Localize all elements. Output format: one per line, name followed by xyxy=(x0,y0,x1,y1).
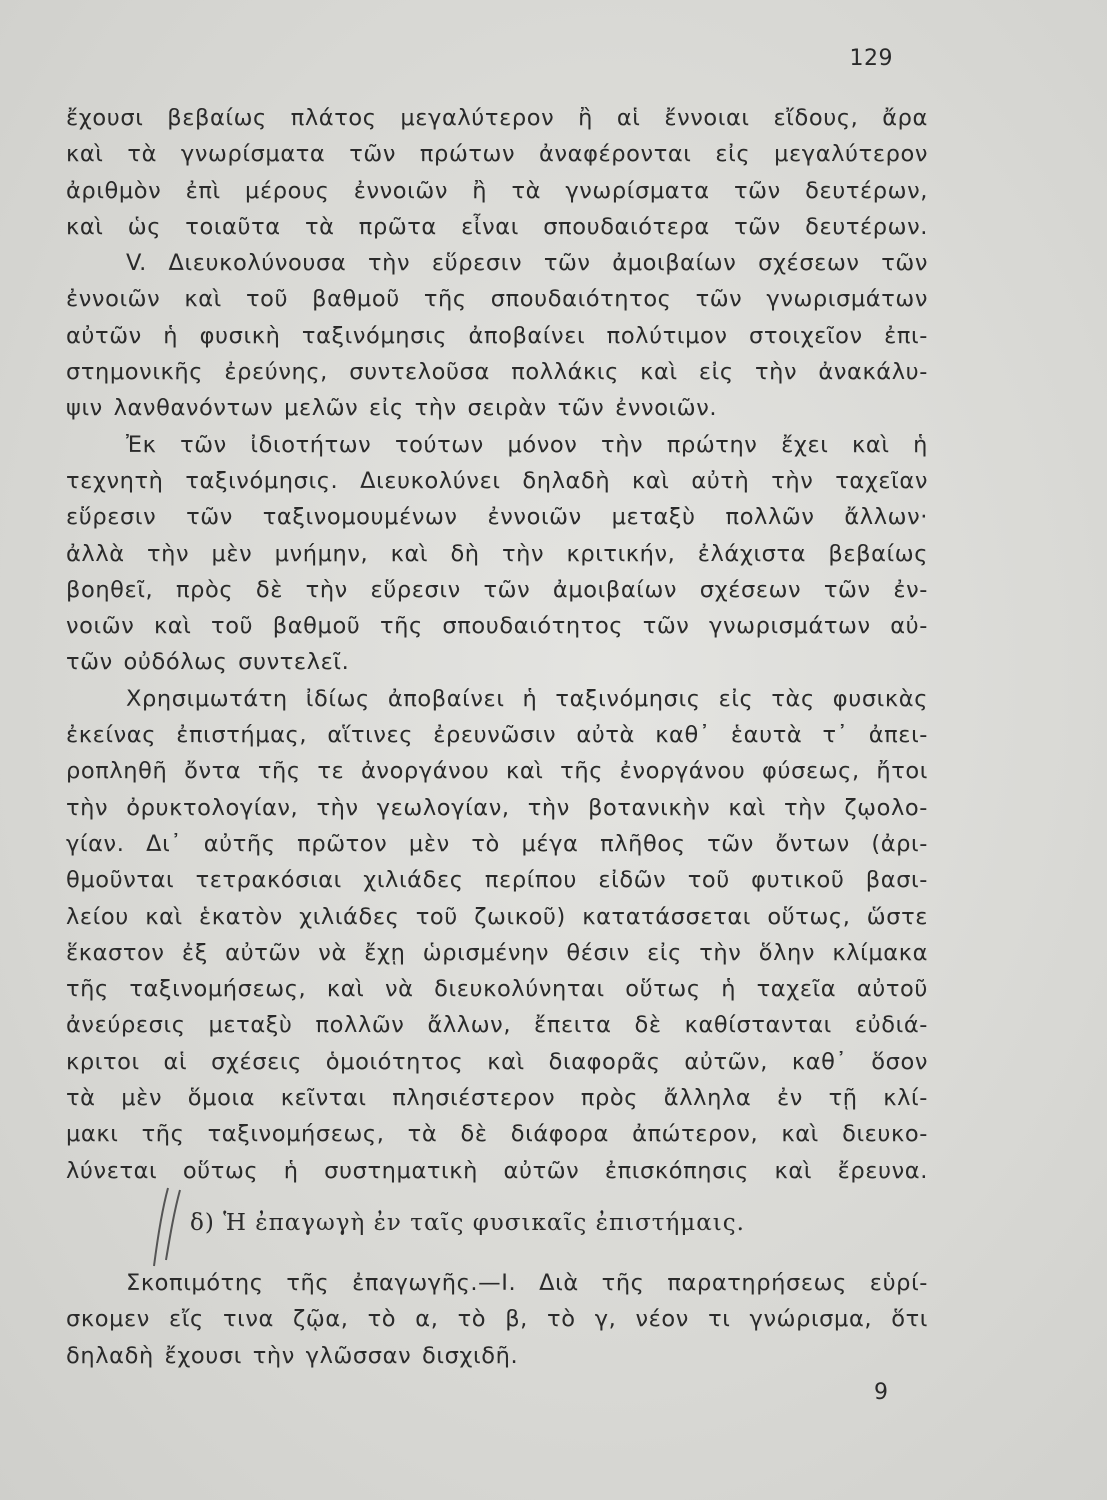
text-line: Χρησιμωτάτη ἰδίως ἀποβαίνει ἡ ταξινόμησις εἰς τὰς φυσικὰς xyxy=(126,685,928,712)
text-line: σκομεν εἴς τινα ζῷα, τὸ α, τὸ β, τὸ γ, νέον τι γνώρισμα, ὅτι xyxy=(66,1306,928,1333)
text-line: εὕρεσιν τῶν ταξινομουμένων ἐννοιῶν μεταξὺ πολλῶν ἄλλων· xyxy=(66,504,928,531)
text-line: βοηθεῖ, πρὸς δὲ τὴν εὕρεσιν τῶν ἀμοιβαίων σχέσεων τῶν ἐν- xyxy=(66,576,928,603)
text-line: στημονικῆς ἐρεύνης, συντελοῦσα πολλάκις καὶ εἰς τὴν ἀνακάλυ- xyxy=(66,359,928,386)
signature-mark: 9 xyxy=(874,1380,888,1405)
text-line: καὶ τὰ γνωρίσματα τῶν πρώτων ἀναφέρονται εἰς μεγαλύτερον xyxy=(66,141,928,168)
text-line: ἔχουσι βεβαίως πλάτος μεγαλύτερον ἢ αἱ ἔννοιαι εἴδους, ἄρα xyxy=(66,105,928,131)
text-line: τὰ μὲν ὅμοια κεῖνται πλησιέστερον πρὸς ἄλληλα ἐν τῇ κλί- xyxy=(66,1085,928,1112)
text-line: θμοῦνται τετρακόσιαι χιλιάδες περίπου εἰδῶν τοῦ φυτικοῦ βασι- xyxy=(66,867,928,894)
text-line: νοιῶν καὶ τοῦ βαθμοῦ τῆς σπουδαιότητος τῶν γνωρισμάτων αὐ- xyxy=(66,613,928,640)
body-text xyxy=(66,100,928,1189)
text-line: τῆς ταξινομήσεως, καὶ νὰ διευκολύνηται οὕτως ἡ ταχεῖα αὐτοῦ xyxy=(66,976,928,1003)
text-line: ἀνεύρεσις μεταξὺ πολλῶν ἄλλων, ἔπειτα δὲ καθίστανται εὐδιά- xyxy=(66,1012,928,1039)
text-line: αὐτῶν ἡ φυσικὴ ταξινόμησις ἀποβαίνει πολύτιμον στοιχεῖον ἐπι- xyxy=(66,322,928,349)
text-line: Ἐκ τῶν ἰδιοτήτων τούτων μόνον τὴν πρώτην ἔχει καὶ ἡ xyxy=(126,431,928,458)
text-line: ἐννοιῶν καὶ τοῦ βαθμοῦ τῆς σπουδαιότητος τῶν γνωρισμάτων xyxy=(66,286,928,313)
text-line: λύνεται οὕτως ἡ συστηματικὴ αὐτῶν ἐπισκόπησις καὶ ἔρευνα. xyxy=(66,1157,928,1184)
text-line: δηλαδὴ ἔχουσι τὴν γλῶσσαν δισχιδῆ. xyxy=(66,1342,519,1369)
text-line: V. Διευκολύνουσα τὴν εὕρεσιν τῶν ἀμοιβαίων σχέσεων τῶν xyxy=(126,250,928,277)
text-line: ψιν λανθανόντων μελῶν εἰς τὴν σειρὰν τῶν ἐννοιῶν. xyxy=(66,395,718,422)
text-line: καὶ ὡς τοιαῦτα τὰ πρῶτα εἶναι σπουδαιότερα τῶν δευτέρων. xyxy=(66,213,928,240)
text-line: λείου καὶ ἑκατὸν χιλιάδες τοῦ ζωικοῦ) κατατάσσεται οὕτως, ὥστε xyxy=(66,903,928,930)
text-line: τὴν ὀρυκτολογίαν, τὴν γεωλογίαν, τὴν βοτανικὴν καὶ τὴν ζῳολο- xyxy=(66,794,928,821)
text-line: τῶν οὐδόλως συντελεῖ. xyxy=(66,649,350,676)
text-line: ροπληθῆ ὄντα τῆς τε ἀνοργάνου καὶ τῆς ἐνοργάνου φύσεως, ἤτοι xyxy=(66,758,928,785)
body-text-continued xyxy=(66,1265,928,1374)
text-line: ἕκαστον ἐξ αὐτῶν νὰ ἔχῃ ὡρισμένην θέσιν εἰς τὴν ὅλην κλίμακα xyxy=(66,939,928,966)
text-line: τεχνητὴ ταξινόμησις. Διευκολύνει δηλαδὴ καὶ αὐτὴ τὴν ταχεῖαν xyxy=(66,467,928,494)
text-line: μακι τῆς ταξινομήσεως, τὰ δὲ διάφορα ἀπώτερον, καὶ διευκο- xyxy=(66,1121,928,1148)
section-heading: δ) Ἡ ἐπαγωγὴ ἐν ταῖς φυσικαῖς ἐπιστήμαις. xyxy=(190,1210,745,1236)
text-line: ἐκείνας ἐπιστήμας, αἵτινες ἐρευνῶσιν αὐτὰ καθ᾽ ἑαυτὰ τ᾽ ἀπει- xyxy=(66,722,928,749)
page-number: 129 xyxy=(849,46,893,71)
text-line: ἀλλὰ τὴν μὲν μνήμην, καὶ δὴ τὴν κριτικήν, ἐλάχιστα βεβαίως xyxy=(66,540,928,567)
text-line: γίαν. Δι᾽ αὐτῆς πρῶτον μὲν τὸ μέγα πλῆθος τῶν ὄντων (ἀρι- xyxy=(66,830,928,857)
text-line: ἀριθμὸν ἐπὶ μέρους ἐννοιῶν ἢ τὰ γνωρίσματα τῶν δευτέρων, xyxy=(66,177,928,204)
text-line: Σκοπιμότης τῆς ἐπαγωγῆς.—Ι. Διὰ τῆς παρατηρήσεως εὑρί- xyxy=(126,1270,928,1296)
text-line: κριτοι αἱ σχέσεις ὁμοιότητος καὶ διαφορᾶς αὐτῶν, καθ᾽ ὅσον xyxy=(66,1048,928,1075)
